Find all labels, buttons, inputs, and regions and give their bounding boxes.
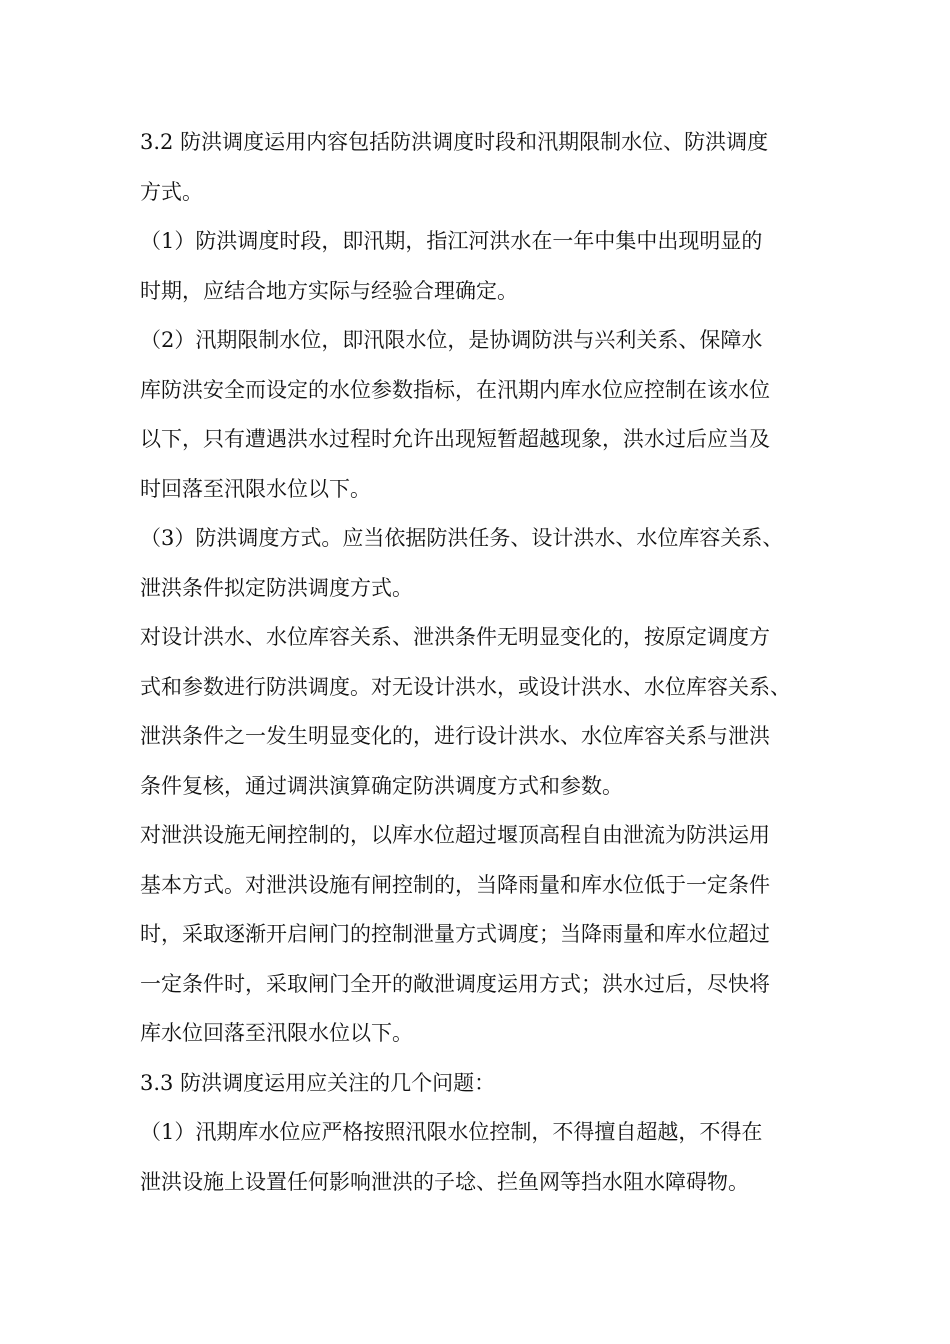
text-line: 对泄洪设施无闸控制的，以库水位超过堰顶高程自由泄流为防洪运用 (140, 823, 770, 847)
text-line: 时，采取逐渐开启闸门的控制泄量方式调度；当降雨量和库水位超过 (140, 922, 770, 946)
text-line: （3）防洪调度方式。应当依据防洪任务、设计洪水、水位库容关系、 (140, 526, 784, 550)
text-line: 方式。 (140, 179, 203, 204)
text-line: （1）防洪调度时段，即汛期，指江河洪水在一年中集中出现明显的 (140, 229, 763, 253)
text-line: 泄洪条件之一发生明显变化的，进行设计洪水、水位库容关系与泄洪 (140, 724, 770, 748)
text-line: 泄洪条件拟定防洪调度方式。 (140, 575, 413, 600)
text-line: 时期，应结合地方实际与经验合理确定。 (140, 278, 518, 303)
text-line: 库防洪安全而设定的水位参数指标，在汛期内库水位应控制在该水位 (140, 377, 770, 402)
text-line: 泄洪设施上设置任何影响泄洪的子埝、拦鱼网等挡水阻水障碍物。 (140, 1169, 749, 1194)
document-body (140, 118, 840, 1207)
text-line: 一定条件时，采取闸门全开的敞泄调度运用方式；洪水过后，尽快将 (140, 971, 770, 996)
text-line: 基本方式。对泄洪设施有闸控制的，当降雨量和库水位低于一定条件 (140, 872, 770, 897)
text-line: （2）汛期限制水位，即汛限水位，是协调防洪与兴利关系、保障水 (140, 328, 763, 352)
text-line: 对设计洪水、水位库容关系、泄洪条件无明显变化的，按原定调度方 (140, 625, 770, 649)
text-line: 时回落至汛限水位以下。 (140, 476, 371, 501)
text-line: 3.2 防洪调度运用内容包括防洪调度时段和汛期限制水位、防洪调度 (140, 130, 769, 154)
text-line: 式和参数进行防洪调度。对无设计洪水，或设计洪水、水位库容关系、 (140, 674, 791, 699)
text-line: 以下，只有遭遇洪水过程时允许出现短暂超越现象，洪水过后应当及 (140, 427, 770, 451)
text-line: 库水位回落至汛限水位以下。 (140, 1021, 413, 1045)
text-line: 条件复核，通过调洪演算确定防洪调度方式和参数。 (140, 773, 623, 798)
text-line: （1）汛期库水位应严格按照汛限水位控制，不得擅自超越，不得在 (140, 1120, 763, 1144)
text-line: 3.3 防洪调度运用应关注的几个问题： (140, 1070, 496, 1095)
